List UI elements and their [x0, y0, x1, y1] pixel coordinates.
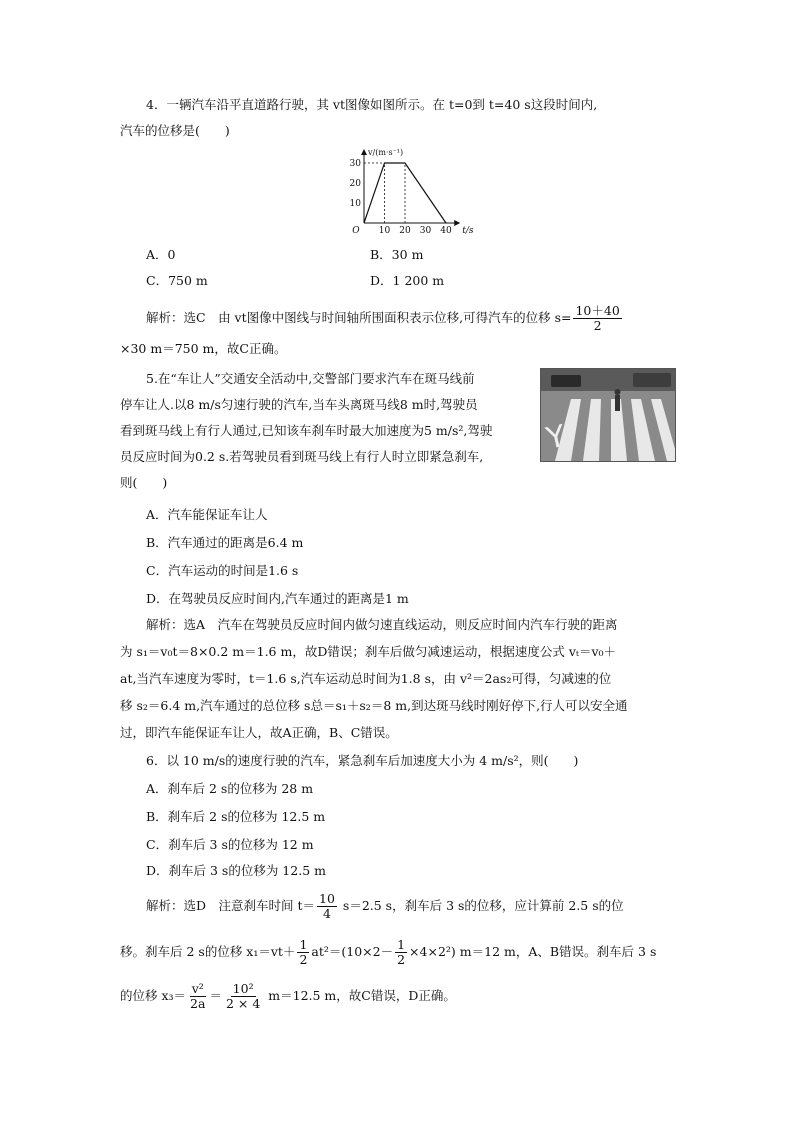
- x-tick-label: 40: [440, 226, 452, 236]
- q5-option-d: D．在驾驶员反应时间内,汽车通过的距离是1 m: [146, 591, 409, 606]
- q5-answer-line: 过，即汽车能保证车让人，故A正确，B、C错误。: [120, 725, 398, 740]
- q5-answer-line: 解析：选A 汽车在驾驶员反应时间内做匀速直线运动，则反应时间内汽车行驶的距离: [146, 617, 618, 632]
- q4-stem-line1: 4．一辆汽车沿平直道路行驶，其 vt图像如图所示。在 t=0到 t=40 s这段时间内,: [146, 97, 598, 112]
- q6-answer-text: 解析：选D 注意刹车时间 t＝: [146, 898, 316, 913]
- fraction-numerator: v²: [191, 981, 204, 996]
- q5-option-a: A．汽车能保证车让人: [146, 507, 268, 522]
- fraction-numerator: 1: [397, 937, 406, 952]
- y-tick-label: 10: [349, 199, 361, 209]
- fraction-denominator: 4: [323, 906, 331, 921]
- q4-option-a: A．0: [146, 247, 176, 262]
- q4-stem-line2: 汽车的位移是( ): [120, 123, 230, 138]
- q6-option-b: B．刹车后 2 s的位移为 12.5 m: [146, 809, 326, 824]
- q5-option-b: B．汽车通过的距离是6.4 m: [146, 535, 304, 550]
- q4-answer-fraction: [573, 304, 621, 333]
- q5-answer-line: 为 s₁＝v₀t＝8×0.2 m＝1.6 m，故D错误；刹车后做匀减速运动，根据速度公式 vₜ＝v₀＋: [120, 644, 617, 659]
- q5-stem-line: 看到斑马线上有行人通过,已知该车刹车时最大加速度为5 m/s²,驾驶: [120, 423, 493, 438]
- y-tick-label: 20: [349, 179, 361, 189]
- q4-answer-line2: ×30 m＝750 m，故C正确。: [120, 341, 287, 356]
- vt-chart: [340, 145, 480, 237]
- fraction-numerator: 10²: [232, 981, 254, 996]
- q6-fraction: [188, 982, 207, 1011]
- fraction-numerator: 1: [299, 937, 308, 952]
- fraction-numerator: 10: [319, 891, 335, 906]
- q6-answer-text: at²＝(10×2－: [311, 944, 394, 959]
- q5-answer-line: at,当汽车速度为零时，t＝1.6 s,汽车运动总时间为1.8 s，由 v²＝2as₂可得，匀减速的位: [120, 671, 612, 686]
- q6-option-a: A．刹车后 2 s的位移为 28 m: [146, 781, 314, 796]
- crosswalk-photo: [540, 368, 676, 462]
- q6-fraction: [224, 982, 262, 1011]
- fraction-denominator: 2: [299, 952, 308, 967]
- fraction-numerator: 10＋40: [575, 303, 620, 318]
- q6-stem: 6．以 10 m/s的速度行驶的汽车，紧急刹车后加速度大小为 4 m/s²，则( ): [146, 753, 579, 768]
- y-axis-label: v/(m·s⁻¹): [368, 148, 404, 157]
- q5-stem-line: 则( ): [120, 475, 168, 490]
- q6-fraction: [395, 938, 407, 967]
- q4-option-c: C．750 m: [146, 273, 208, 288]
- q4-answer-text: 解析：选C 由 vt图像中图线与时间轴所围面积表示位移,可得汽车的位移 s=: [146, 310, 572, 325]
- q5-stem-line: 员反应时间为0.2 s.若驾驶员看到斑马线上有行人时立即紧急刹车,: [120, 449, 484, 464]
- q4-answer-line1: [146, 304, 624, 333]
- q5-answer-line: 移 s₂＝6.4 m,汽车通过的总位移 s总＝s₁＋s₂＝8 m,到达斑马线时刚好停下,行人可以安全通: [120, 698, 628, 713]
- q6-answer-text: ＝: [209, 988, 222, 1003]
- x-tick-label: 30: [419, 226, 432, 236]
- q6-fraction: [317, 892, 337, 921]
- q4-option-d: D．1 200 m: [370, 273, 445, 288]
- x-tick-label: 10: [378, 226, 391, 236]
- fraction-denominator: 2 × 4: [225, 996, 261, 1011]
- q6-option-c: C．刹车后 3 s的位移为 12 m: [146, 837, 314, 852]
- fraction-denominator: 2: [397, 952, 406, 967]
- q4-option-b: B．30 m: [370, 247, 424, 262]
- x-axis-arrow: [454, 220, 460, 226]
- fraction-denominator: 2a: [190, 996, 206, 1011]
- fraction-denominator: 2: [593, 318, 602, 333]
- origin-label: O: [352, 226, 360, 236]
- q5-stem-line: 5.在“车让人”交通安全活动中,交警部门要求汽车在斑马线前: [146, 371, 475, 386]
- q6-fraction: [297, 938, 309, 967]
- q6-answer-text: ×4×2²) m＝12 m，A、B错误。刹车后 3 s: [409, 944, 657, 959]
- q6-answer-text: m＝12.5 m，故C错误，D正确。: [264, 988, 456, 1003]
- q6-answer-text: 移。刹车后 2 s的位移 x₁＝vt＋: [120, 944, 296, 959]
- q6-answer-text: s＝2.5 s，刹车后 3 s的位移，应计算前 2.5 s的位: [338, 898, 624, 913]
- x-tick-label: 20: [399, 226, 411, 236]
- y-tick-label: 30: [349, 159, 361, 169]
- q6-answer-line2: [120, 938, 656, 967]
- q5-option-c: C．汽车运动的时间是1.6 s: [146, 563, 299, 578]
- x-axis-label: t/s: [462, 226, 474, 236]
- q6-answer-text: 的位移 x₃＝: [120, 988, 187, 1003]
- y-axis-arrow: [361, 149, 367, 155]
- q6-option-d: D．刹车后 3 s的位移为 12.5 m: [146, 863, 326, 878]
- svg-text:Y: Y: [543, 418, 569, 457]
- q6-answer-line3: [120, 982, 456, 1011]
- q5-stem-line: 停车让人.以8 m/s匀速行驶的汽车,当车头离斑马线8 m时,驾驶员: [120, 397, 478, 412]
- q6-answer-line1: [146, 892, 624, 921]
